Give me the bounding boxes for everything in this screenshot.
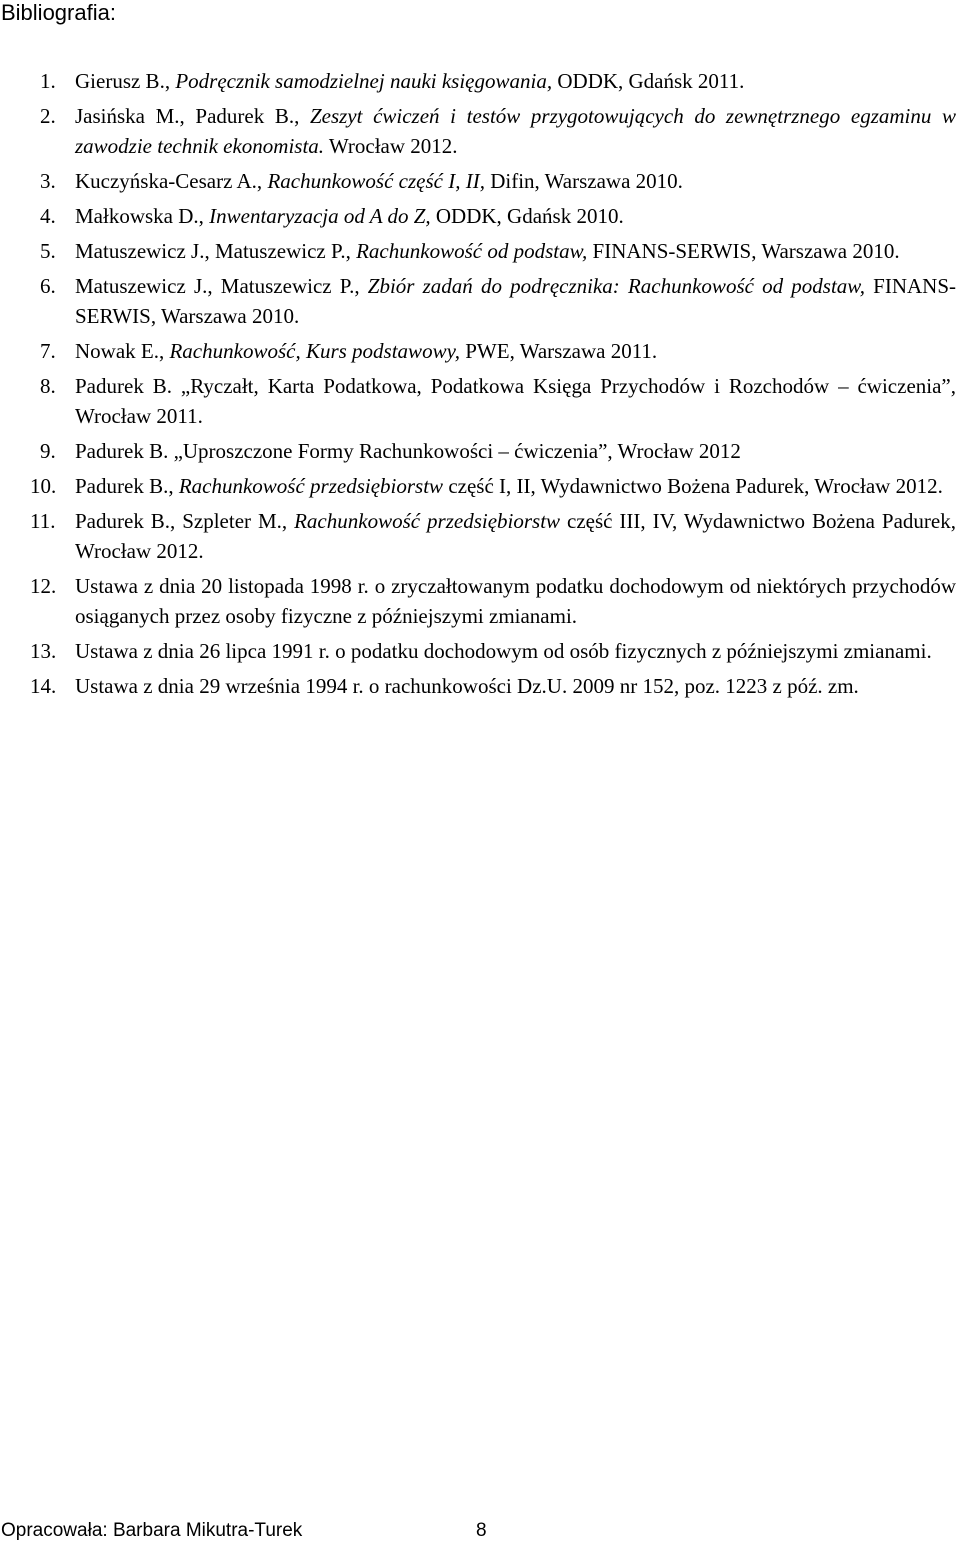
page-number: 8 (476, 1520, 487, 1541)
entry-text: Ustawa z dnia 29 września 1994 r. o rachunkowości Dz.U. 2009 nr 152, poz. 1223 z póź. zm. (75, 674, 859, 698)
entry-text: Nowak E., (75, 339, 170, 363)
entry-title-italic: Rachunkowość przedsiębiorstw (294, 509, 561, 533)
entry-text: Ustawa z dnia 20 listopada 1998 r. o zryczałtowanym podatku dochodowym od niektórych przychodów osiąganych przez osoby fizyczne z późniejszymi zmianami. (75, 574, 956, 628)
entry-text: Kuczyńska-Cesarz A., (75, 169, 268, 193)
entry-number: 9. (40, 439, 56, 463)
bibliography-entry (0, 571, 956, 631)
entry-text: ODDK, Gdańsk 2011. (552, 69, 745, 93)
bibliography-entry (0, 436, 956, 466)
entry-text: Difin, Warszawa 2010. (484, 169, 683, 193)
entry-title-italic: Rachunkowość przedsiębiorstw (178, 474, 444, 498)
entry-text: FINANS-SERWIS, Warszawa 2010. (587, 239, 900, 263)
entry-number: 8. (40, 374, 56, 398)
entry-title-italic: Inwentaryzacja od A do Z, (209, 204, 431, 228)
bibliography-entry (0, 336, 956, 366)
entry-text: Matuszewicz J., Matuszewicz P., (75, 239, 357, 263)
document-heading: Bibliografia: (1, 0, 116, 25)
entry-text: Padurek B., (75, 474, 179, 498)
entry-text: FINANS-SERWIS, Warszawa 2010. (75, 274, 956, 328)
bibliography-entry (0, 371, 956, 431)
entry-number: 12. (30, 574, 57, 598)
bibliography-entry (0, 506, 956, 566)
footer-author: Opracowała: Barbara Mikutra-Turek (1, 1520, 303, 1541)
entry-number: 6. (40, 274, 56, 298)
entry-number: 1. (40, 69, 56, 93)
bibliography-entry (0, 471, 956, 501)
entry-text: Padurek B. „Ryczałt, Karta Podatkowa, Podatkowa Księga Przychodów i Rozchodów – ćwiczenia”, Wrocław 2011. (75, 374, 956, 428)
bibliography-entry (0, 201, 956, 231)
bibliography-entry (0, 271, 956, 331)
bibliography-entry (0, 671, 956, 701)
entry-title-italic: Podręcznik samodzielnej nauki księgowania, (175, 69, 553, 93)
entry-text: Jasińska M., Padurek B., (75, 104, 310, 128)
bibliography-entry (0, 166, 956, 196)
entry-title-italic: Rachunkowość od podstaw, (356, 239, 588, 263)
entry-text: Matuszewicz J., Matuszewicz P., (75, 274, 368, 298)
entry-text: część I, II, Wydawnictwo Bożena Padurek, Wrocław 2012. (443, 474, 943, 498)
entry-text: Małkowska D., (75, 204, 210, 228)
bibliography-entry (0, 66, 956, 96)
entry-text: część III, IV, Wydawnictwo Bożena Padurek, Wrocław 2012. (75, 509, 956, 563)
entry-text: Gierusz B., (75, 69, 176, 93)
bibliography-entry (0, 101, 956, 161)
entry-number: 5. (40, 239, 56, 263)
entry-number: 2. (40, 104, 56, 128)
entry-title-italic: Rachunkowość część I, II, (267, 169, 485, 193)
entry-title-italic: Rachunkowość, Kurs podstawowy, (169, 339, 460, 363)
entry-number: 11. (30, 509, 56, 533)
entry-number: 3. (40, 169, 56, 193)
entry-text: Wrocław 2012. (324, 134, 458, 158)
entry-text: Padurek B. „Uproszczone Formy Rachunkowości – ćwiczenia”, Wrocław 2012 (75, 439, 741, 463)
entry-title-italic: Zeszyt ćwiczeń i testów przygotowujących do zewnętrznego egzaminu w zawodzie technik ekonomista. (75, 104, 956, 158)
entry-text: ODDK, Gdańsk 2010. (430, 204, 624, 228)
entry-number: 7. (40, 339, 56, 363)
entry-text: Ustawa z dnia 26 lipca 1991 r. o podatku dochodowym od osób fizycznych z późniejszymi zmianami. (75, 639, 932, 663)
entry-text: Padurek B., Szpleter M., (75, 509, 295, 533)
bibliography-entry (0, 236, 956, 266)
bibliography-list (0, 66, 960, 706)
entry-number: 14. (30, 674, 57, 698)
bibliography-entry (0, 636, 956, 666)
entry-title-italic: Zbiór zadań do podręcznika: Rachunkowość od podstaw, (367, 274, 865, 298)
entry-number: 4. (40, 204, 56, 228)
entry-number: 13. (30, 639, 57, 663)
entry-text: PWE, Warszawa 2011. (460, 339, 658, 363)
entry-number: 10. (30, 474, 57, 498)
